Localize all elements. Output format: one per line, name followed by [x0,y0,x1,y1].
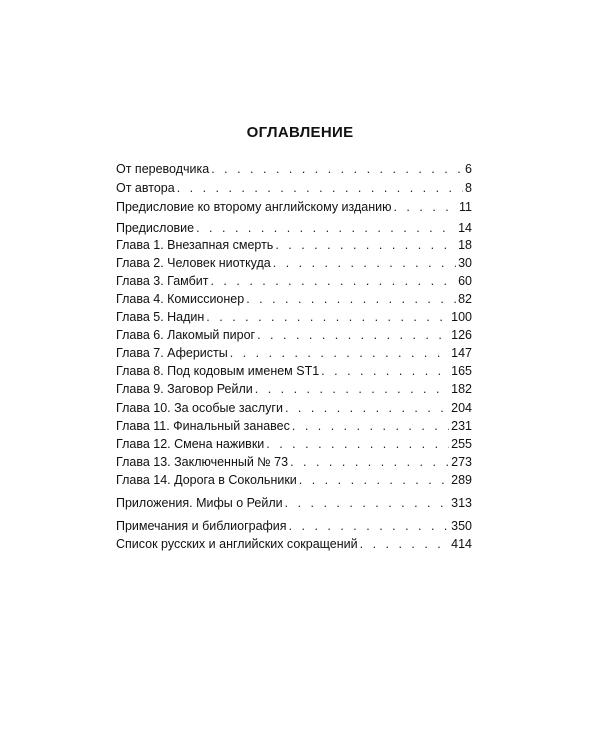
toc-entry [116,272,472,290]
toc-entry-label: От переводчика [116,162,210,176]
toc-entry [116,535,472,553]
toc-entry-label: Глава 11. Финальный занавес [116,419,290,433]
dot-leader [321,362,449,380]
dot-leader [289,517,450,535]
toc-entry-label: Глава 7. Аферисты [116,346,228,360]
toc-entry-page: 82 [458,292,472,306]
toc-entry [116,308,472,326]
dot-leader [246,290,456,308]
dot-leader [299,471,449,489]
toc-entry [116,344,472,362]
dot-leader [266,435,449,453]
toc-entry [116,471,472,489]
dot-leader [290,453,449,471]
toc-entry-page: 14 [458,221,472,235]
toc-entry-label: Список русских и английских сокращений [116,537,358,551]
toc-entry-page: 6 [465,162,472,176]
toc-entry-page: 147 [451,346,472,360]
page-title: ОГЛАВЛЕНИЕ [246,124,354,141]
toc-entry [116,453,472,471]
dot-leader [210,272,456,290]
toc-entry [116,517,472,535]
toc-entry-label: Предисловие [116,221,195,235]
toc-entry-label: Предисловие ко второму английскому изданию [116,200,392,214]
toc-entry-label: Приложения. Мифы о Рейли [116,496,283,510]
toc-entry-label: Глава 6. Лакомый пирог [116,328,256,342]
toc-entry-page: 204 [451,401,472,415]
toc-entry-label: Глава 3. Гамбит [116,274,209,288]
dot-leader [177,179,463,197]
dot-leader [292,417,449,435]
toc-entry [116,417,472,435]
toc-entry-label: Глава 10. За особые заслуги [116,401,283,415]
toc-entry [116,160,472,178]
toc-entry-page: 231 [451,419,472,433]
toc-entry-page: 313 [451,496,472,510]
dot-leader [196,219,456,237]
toc-entry [116,399,472,417]
toc-entry [116,435,472,453]
dot-leader [230,344,449,362]
toc-entry-page: 414 [451,537,472,551]
toc-entry [116,219,472,237]
toc-entry [116,362,472,380]
toc-entry [116,380,472,398]
toc-entry-page: 273 [451,455,472,469]
dot-leader [285,494,450,512]
toc-entry [116,198,472,216]
toc-entry-label: Глава 9. Заговор Рейли [116,382,253,396]
toc-entry-label: Глава 5. Надин [116,310,205,324]
toc-entry-label: Глава 12. Смена наживки [116,437,265,451]
toc-entry-label: Глава 14. Дорога в Сокольники [116,473,297,487]
toc-entry-label: Глава 1. Внезапная смерть [116,238,274,252]
toc-entry-page: 60 [458,274,472,288]
toc-entry-page: 11 [459,200,472,214]
toc-entry-page: 255 [451,437,472,451]
dot-leader [257,326,449,344]
toc-entry-page: 289 [451,473,472,487]
toc-entry-label: Глава 13. Заключенный № 73 [116,455,289,469]
dot-leader [211,160,463,178]
toc-entry-label: От автора [116,181,175,195]
dot-leader [255,380,449,398]
toc-entry [116,179,472,197]
toc-entry [116,326,472,344]
toc-entry-label: Глава 8. Под кодовым именем ST1 [116,364,320,378]
toc-entry-page: 30 [458,256,472,270]
dot-leader [285,399,449,417]
toc-entry [116,236,472,254]
toc-entry-label: Примечания и библиография [116,519,287,533]
dot-leader [273,254,456,272]
toc-entry [116,254,472,272]
toc-entry-page: 165 [451,364,472,378]
dot-leader [360,535,450,553]
toc-entry-page: 126 [451,328,472,342]
toc-entry-label: Глава 2. Человек ниоткуда [116,256,271,270]
dot-leader [275,236,456,254]
toc-entry [116,290,472,308]
dot-leader [393,198,457,216]
toc-entry-page: 18 [458,238,472,252]
toc-entry-label: Глава 4. Комиссионер [116,292,245,306]
toc-entry-page: 182 [451,382,472,396]
toc-entry [116,494,472,512]
toc-entry-page: 8 [465,181,472,195]
toc-entry-page: 100 [451,310,472,324]
toc-entry-page: 350 [451,519,472,533]
dot-leader [206,308,449,326]
